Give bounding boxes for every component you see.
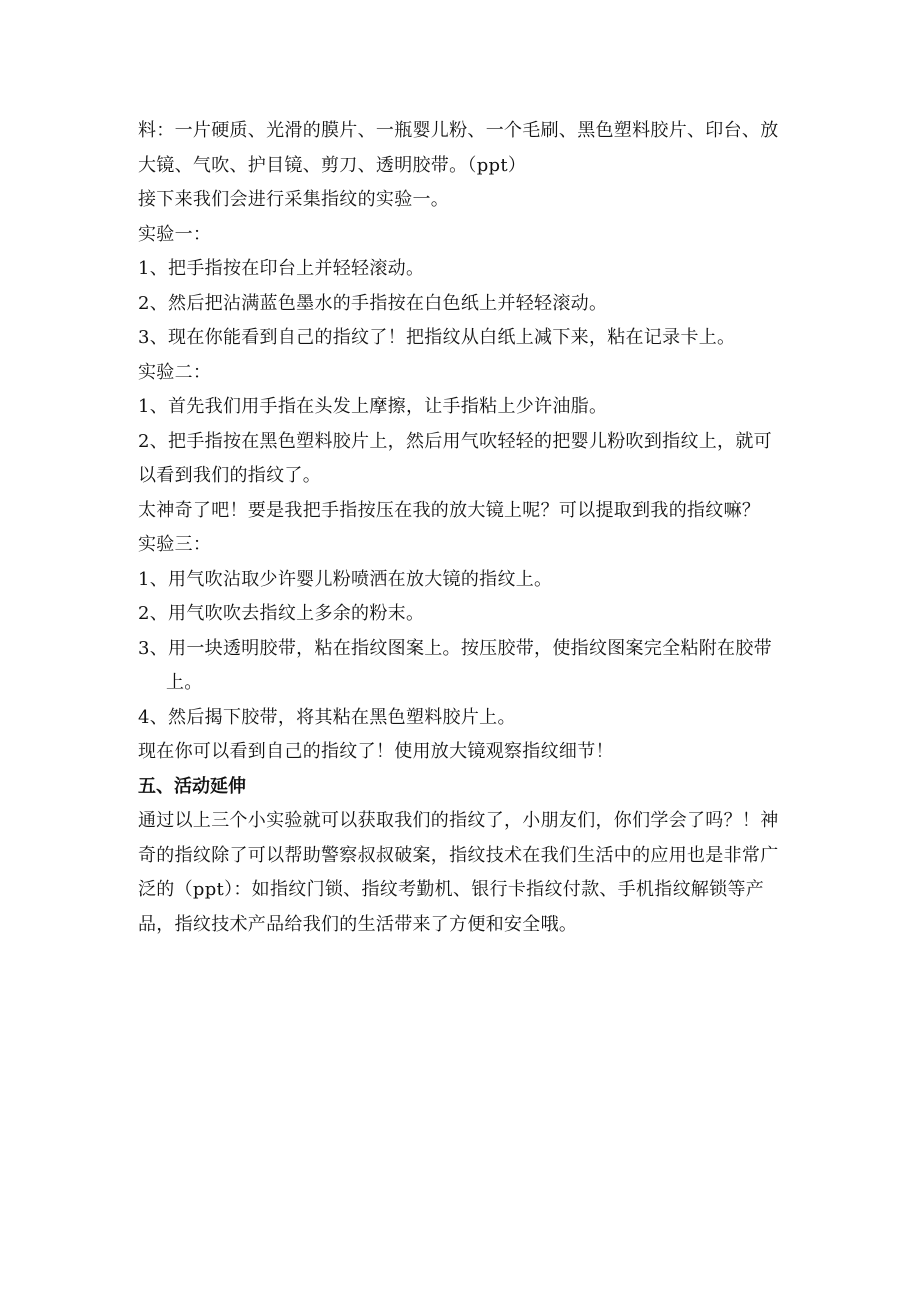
document-page xyxy=(138,114,788,942)
experiment-3-step-3-cont: 上。 xyxy=(166,672,203,693)
experiment-1-step-1: 1、把手指按在印台上并轻轻滚动。 xyxy=(138,258,425,279)
section-5-line-3: 泛的（ppt）：如指纹门锁、指纹考勤机、银行卡指纹付款、手机指纹解锁等产 xyxy=(138,879,765,900)
experiment-3-step-4: 4、然后揭下胶带，将其粘在黑色塑料胶片上。 xyxy=(138,706,516,728)
materials-line-2: 大镜、气吹、护目镜、剪刀、透明胶带。（ppt） xyxy=(138,154,527,176)
experiment-3-step-2: 2、用气吹吹去指纹上多余的粉末。 xyxy=(138,603,425,624)
experiment-1-title: 实验一： xyxy=(138,223,212,245)
experiment-2-step-1: 1、首先我们用手指在头发上摩擦，让手指粘上少许油脂。 xyxy=(138,396,608,417)
section-5-line-2: 奇的指纹除了可以帮助警察叔叔破案，指纹技术在我们生活中的应用也是非常广 xyxy=(138,844,779,866)
experiment-2-step-2: 2、把手指按在黑色塑料胶片上，然后用气吹轻轻的把婴儿粉吹到指纹上，就可 xyxy=(138,430,772,452)
section-5-heading: 五、活动延伸 xyxy=(138,775,246,797)
observe-text: 现在你可以看到自己的指纹了！使用放大镜观察指纹细节！ xyxy=(138,741,614,762)
experiment-3-title: 实验三： xyxy=(138,534,212,555)
question-text: 太神奇了吧！要是我把手指按压在我的放大镜上呢？可以提取到我的指纹嘛？ xyxy=(138,499,761,521)
section-5-line-1: 通过以上三个小实验就可以获取我们的指纹了，小朋友们，你们学会了吗？！神 xyxy=(138,810,779,831)
experiment-1-step-2: 2、然后把沾满蓝色墨水的手指按在白色纸上并轻轻滚动。 xyxy=(138,292,608,314)
experiment-3-step-1: 1、用气吹沾取少许婴儿粉喷洒在放大镜的指纹上。 xyxy=(138,568,553,590)
materials-line-1: 料：一片硬质、光滑的膜片、一瓶婴儿粉、一个毛刷、黑色塑料胶片、印台、放 xyxy=(138,120,779,141)
intro-text: 接下来我们会进行采集指纹的实验一。 xyxy=(138,189,450,210)
experiment-3-step-3: 3、用一块透明胶带，粘在指纹图案上。按压胶带，使指纹图案完全粘附在胶带 xyxy=(138,637,772,659)
experiment-2-step-2-cont: 以看到我们的指纹了。 xyxy=(138,465,321,486)
experiment-1-step-3: 3、现在你能看到自己的指纹了！把指纹从白纸上减下来，粘在记录卡上。 xyxy=(138,327,736,348)
section-5-line-4: 品，指纹技术产品给我们的生活带来了方便和安全哦。 xyxy=(138,913,578,935)
experiment-2-title: 实验二： xyxy=(138,361,212,383)
